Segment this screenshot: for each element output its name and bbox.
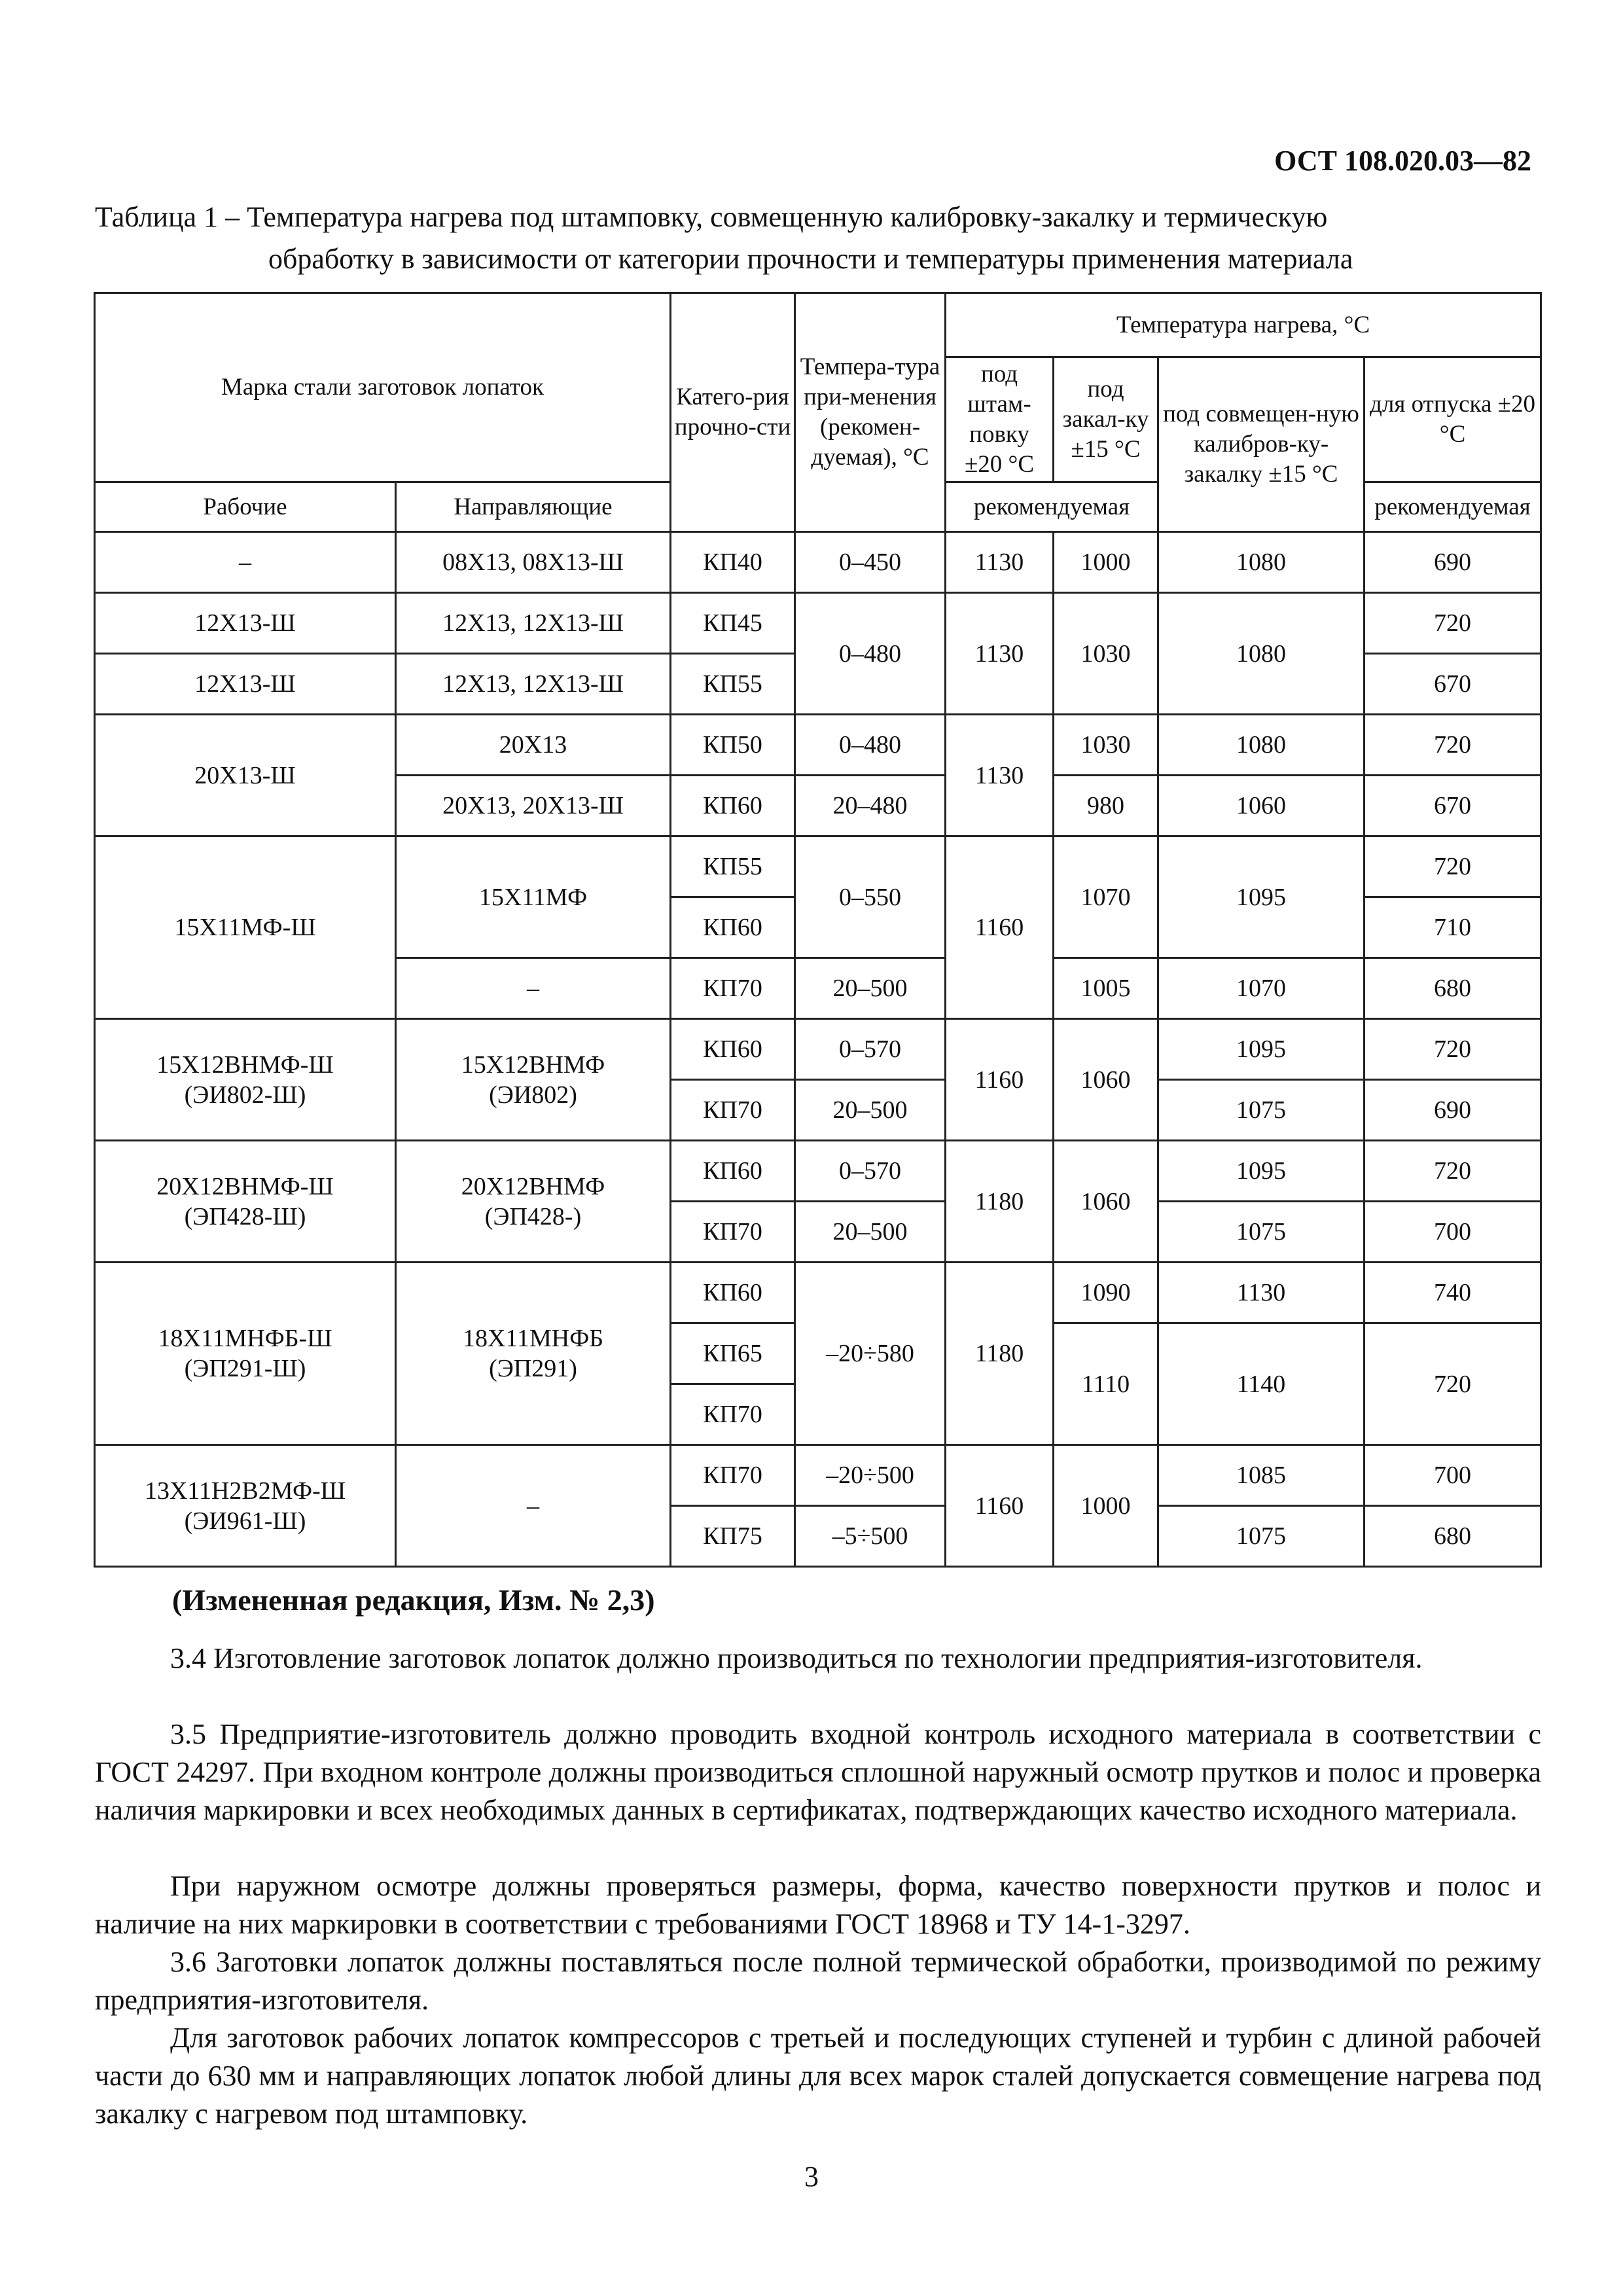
cell: 1030 [1054, 593, 1158, 715]
cell: 1030 [1054, 715, 1158, 776]
cell: – [396, 1445, 671, 1567]
cell-line: 15Х12ВНМФ-Ш [156, 1050, 334, 1079]
cell: 680 [1364, 1506, 1541, 1567]
paragraph-text: При наружном осмотре должны проверяться размеры, форма, качество поверхности прутков и полос и наличие на них маркировки в соответствии с требованиями ГОСТ 18968 и ТУ 14-1-3297. [95, 1870, 1541, 1940]
cell: 12Х13-Ш [95, 654, 396, 715]
cell: 720 [1364, 1141, 1541, 1202]
cell: 1160 [946, 1445, 1054, 1567]
cell: КП65 [671, 1323, 795, 1384]
cell: 1090 [1054, 1263, 1158, 1323]
table-row [95, 593, 1541, 654]
cell: КП60 [671, 1019, 795, 1080]
cell: 1060 [1054, 1019, 1158, 1141]
cell: 1070 [1054, 836, 1158, 958]
cell: 20–500 [795, 1080, 946, 1141]
cell: 1060 [1158, 776, 1364, 836]
heating-temperature-table [94, 292, 1542, 1568]
cell: КП70 [671, 1080, 795, 1141]
cell: 1095 [1158, 1141, 1364, 1202]
cell: 1060 [1054, 1141, 1158, 1263]
cell-line: (ЭП428-Ш) [184, 1202, 306, 1230]
cell: 20–500 [795, 1202, 946, 1263]
cell: КП55 [671, 836, 795, 897]
cell-line: 18Х11МНФБ [462, 1325, 604, 1352]
page-number: 3 [804, 2161, 819, 2193]
cell: 0–480 [795, 715, 946, 776]
cell-line: (ЭП428-) [484, 1202, 582, 1230]
cell: 0–480 [795, 593, 946, 715]
paragraph-text: Для заготовок рабочих лопаток компрессоров с третьей и последующих ступеней и турбин с длиной рабочей части до 630 мм и направляющих лопаток любой длины для всех марок сталей допускается совмещение нагрева под закалку с нагревом под штамповку. [95, 2022, 1541, 2130]
cell: 1110 [1054, 1323, 1158, 1445]
cell: –20÷580 [795, 1263, 946, 1445]
cell: 1140 [1158, 1323, 1364, 1445]
cell: КП70 [671, 1202, 795, 1263]
cell: 1095 [1158, 1019, 1364, 1080]
cell-line: (ЭИ961-Ш) [184, 1507, 306, 1535]
table-row [95, 715, 1541, 776]
table-row [95, 532, 1541, 593]
header-heating-temperature: Температура нагрева, °С [946, 293, 1541, 357]
document-code: ОСТ 108.020.03—82 [1274, 145, 1531, 177]
cell-line: (ЭП291-Ш) [184, 1355, 306, 1382]
paragraph-3-6-continued [95, 2019, 1541, 2133]
cell: 1160 [946, 836, 1054, 1019]
caption-line-2: обработку в зависимости от категории прочности и температуры применения материала [268, 243, 1353, 275]
cell: 720 [1364, 1019, 1541, 1080]
paragraph-text: 3.4 Изготовление заготовок лопаток должно производиться по технологии предприятия-изготовителя. [170, 1642, 1423, 1674]
header-calibration-quenching: под совмещен-ную калибров-ку-закалку ±15 °С [1158, 357, 1364, 532]
paragraph-3-5 [95, 1715, 1541, 1829]
cell-line: (ЭИ802-Ш) [184, 1081, 306, 1109]
amendment-note: (Измененная редакция, Изм. № 2,3) [172, 1583, 655, 1617]
cell: КП70 [671, 958, 795, 1019]
cell: 1005 [1054, 958, 1158, 1019]
cell: 1075 [1158, 1202, 1364, 1263]
table-row [95, 1445, 1541, 1506]
table-row [95, 1019, 1541, 1080]
header-recommended-2: рекомендуемая [1364, 482, 1541, 532]
cell: 670 [1364, 776, 1541, 836]
cell: 1070 [1158, 958, 1364, 1019]
cell: 1000 [1054, 532, 1158, 593]
cell: 720 [1364, 593, 1541, 654]
cell: 1180 [946, 1141, 1054, 1263]
cell: 690 [1364, 1080, 1541, 1141]
table-row [95, 1263, 1541, 1323]
cell [95, 1263, 396, 1445]
cell: 1000 [1054, 1445, 1158, 1567]
cell: 1080 [1158, 593, 1364, 715]
cell: 08Х13, 08Х13-Ш [396, 532, 671, 593]
cell: 1160 [946, 1019, 1054, 1141]
cell: 15Х11МФ [396, 836, 671, 958]
cell: – [396, 958, 671, 1019]
paragraph-3-5-continued [95, 1867, 1541, 1943]
cell-line: 15Х12ВНМФ [461, 1050, 605, 1079]
cell: 0–550 [795, 836, 946, 958]
paragraph-3-6 [95, 1943, 1541, 2019]
cell: КП70 [671, 1384, 795, 1445]
cell: 1075 [1158, 1080, 1364, 1141]
header-stamping: под штам-повку ±20 °С [946, 357, 1054, 482]
cell: 1180 [946, 1263, 1054, 1445]
cell-line: 20Х12ВНМФ [461, 1172, 605, 1200]
cell: 1080 [1158, 532, 1364, 593]
cell [396, 1141, 671, 1263]
cell: 1130 [1158, 1263, 1364, 1323]
header-application-temperature: Темпера-тура при-менения (рекомен-дуемая), °С [795, 293, 946, 532]
cell: 720 [1364, 1323, 1541, 1445]
cell [396, 1263, 671, 1445]
header-working: Рабочие [95, 482, 396, 532]
cell: КП45 [671, 593, 795, 654]
cell: 680 [1364, 958, 1541, 1019]
cell: 690 [1364, 532, 1541, 593]
cell: КП60 [671, 897, 795, 958]
cell: –20÷500 [795, 1445, 946, 1506]
cell: КП60 [671, 776, 795, 836]
cell: –5÷500 [795, 1506, 946, 1567]
caption-line-1: Таблица 1 – Температура нагрева под штамповку, совмещенную калибровку-закалку и термическую [95, 201, 1328, 233]
cell-line: 18Х11МНФБ-Ш [158, 1325, 332, 1352]
cell: 720 [1364, 715, 1541, 776]
cell: 1080 [1158, 715, 1364, 776]
table-row [95, 1141, 1541, 1202]
cell: 1130 [946, 593, 1054, 715]
cell: 1095 [1158, 836, 1364, 958]
cell: КП60 [671, 1141, 795, 1202]
cell: 980 [1054, 776, 1158, 836]
cell-line: (ЭИ802) [489, 1081, 577, 1109]
cell: 0–570 [795, 1141, 946, 1202]
cell: 0–450 [795, 532, 946, 593]
cell: 12Х13-Ш [95, 593, 396, 654]
paragraph-3-4 [95, 1640, 1541, 1677]
cell: 0–570 [795, 1019, 946, 1080]
cell [95, 1019, 396, 1141]
header-steel-grade: Марка стали заготовок лопаток [95, 293, 671, 482]
header-tempering: для отпуска ±20 °С [1364, 357, 1541, 482]
cell [396, 1019, 671, 1141]
cell: 740 [1364, 1263, 1541, 1323]
cell-line: (ЭП291) [489, 1355, 577, 1382]
cell: 12Х13, 12Х13-Ш [396, 593, 671, 654]
cell: 720 [1364, 836, 1541, 897]
table-row [95, 836, 1541, 897]
cell-line: 20Х12ВНМФ-Ш [156, 1172, 334, 1200]
cell: 700 [1364, 1202, 1541, 1263]
cell: 20–480 [795, 776, 946, 836]
cell: 1075 [1158, 1506, 1364, 1567]
header-guide: Направляющие [396, 482, 671, 532]
header-strength-category: Катего-рия прочно-сти [671, 293, 795, 532]
cell: 710 [1364, 897, 1541, 958]
cell: 20Х13, 20Х13-Ш [396, 776, 671, 836]
cell: 670 [1364, 654, 1541, 715]
cell: – [95, 532, 396, 593]
paragraph-text: 3.6 Заготовки лопаток должны поставляться после полной термической обработки, производимой по режиму предприятия-изготовителя. [95, 1946, 1541, 2016]
cell: 20Х13 [396, 715, 671, 776]
cell: КП50 [671, 715, 795, 776]
cell: 20Х13-Ш [95, 715, 396, 836]
cell: КП55 [671, 654, 795, 715]
cell: КП70 [671, 1445, 795, 1506]
cell: КП40 [671, 532, 795, 593]
cell: 15Х11МФ-Ш [95, 836, 396, 1019]
cell: 1085 [1158, 1445, 1364, 1506]
cell [95, 1445, 396, 1567]
header-quenching: под закал-ку ±15 °С [1054, 357, 1158, 482]
cell: КП75 [671, 1506, 795, 1567]
cell: КП60 [671, 1263, 795, 1323]
cell-line: 13Х11Н2В2МФ-Ш [144, 1477, 346, 1505]
cell: 1130 [946, 715, 1054, 836]
cell: 12Х13, 12Х13-Ш [396, 654, 671, 715]
table-caption [95, 196, 1541, 280]
paragraph-text: 3.5 Предприятие-изготовитель должно проводить входной контроль исходного материала в соответствии с ГОСТ 24297. При входном контроле должны производиться сплошной наружный осмотр прутков и полос и проверка наличия маркировки и всех необходимых данных в сертификатах, подтверждающих качество исходного материала. [95, 1718, 1541, 1826]
cell: 20–500 [795, 958, 946, 1019]
cell: 1130 [946, 532, 1054, 593]
cell [95, 1141, 396, 1263]
header-recommended-1: рекомендуемая [946, 482, 1158, 532]
cell: 700 [1364, 1445, 1541, 1506]
